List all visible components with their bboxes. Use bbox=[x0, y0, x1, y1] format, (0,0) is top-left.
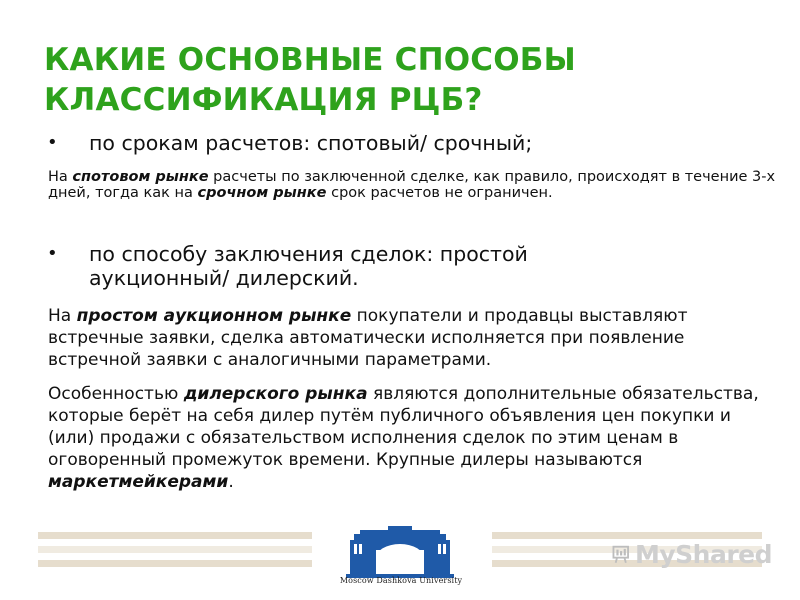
emphasis-dealer-market: дилерского рынка bbox=[183, 384, 368, 404]
presentation-board-icon bbox=[612, 541, 631, 567]
myshared-watermark bbox=[612, 534, 772, 574]
myshared-wordmark: MyShared bbox=[634, 539, 772, 569]
emphasis-auction-market: простом аукционном рынке bbox=[76, 306, 352, 326]
emphasis-spot-market: спотовом рынке bbox=[72, 169, 209, 185]
arch-gate-icon bbox=[336, 524, 464, 578]
paragraph-spot-futures: На спотовом рынке расчеты по заключенной сделке, как правило, происходят в течение 3-х дней, тогда как на срочном рынке срок расчетов не ограничен. bbox=[48, 169, 776, 201]
emphasis-futures-market: срочном рынке bbox=[197, 185, 327, 201]
bullet-dot: • bbox=[47, 243, 58, 264]
bullet-dot: • bbox=[47, 132, 58, 153]
slide-title bbox=[44, 40, 764, 120]
bullet-item-deal-method bbox=[44, 242, 744, 290]
paragraph-auction-market: На простом аукционном рынке покупатели и продавцы выставляют встречные заявки, сделка автоматически исполняется при появление встречной заявки с аналогичными параметрами. bbox=[48, 306, 688, 370]
bullet-text: по способу заключения сделок: простой аукционный/ дилерский. bbox=[89, 242, 528, 290]
bullet-text: по срокам расчетов: спотовый/ срочный; bbox=[89, 131, 533, 155]
slide-title-line-2: КЛАССИФИКАЦИЯ РЦБ? bbox=[44, 82, 483, 118]
paragraph-dealer-market: Особенностью дилерского рынка являются дополнительные обязательства, которые берёт на себя дилер путём публичного объявления цен покупки и (или) продажи с обязательством исполнения сделок по этим ценам в оговоренный промежуток времени. Крупные дилеры называются маркетмейкерами. bbox=[48, 384, 759, 492]
slide-title-line-1: КАКИЕ ОСНОВНЫЕ СПОСОБЫ bbox=[44, 42, 576, 78]
emphasis-market-makers: маркетмейкерами bbox=[48, 472, 229, 492]
university-logo-caption: Moscow Dashkova University bbox=[339, 576, 463, 585]
bullet-item-settlement bbox=[44, 131, 744, 155]
